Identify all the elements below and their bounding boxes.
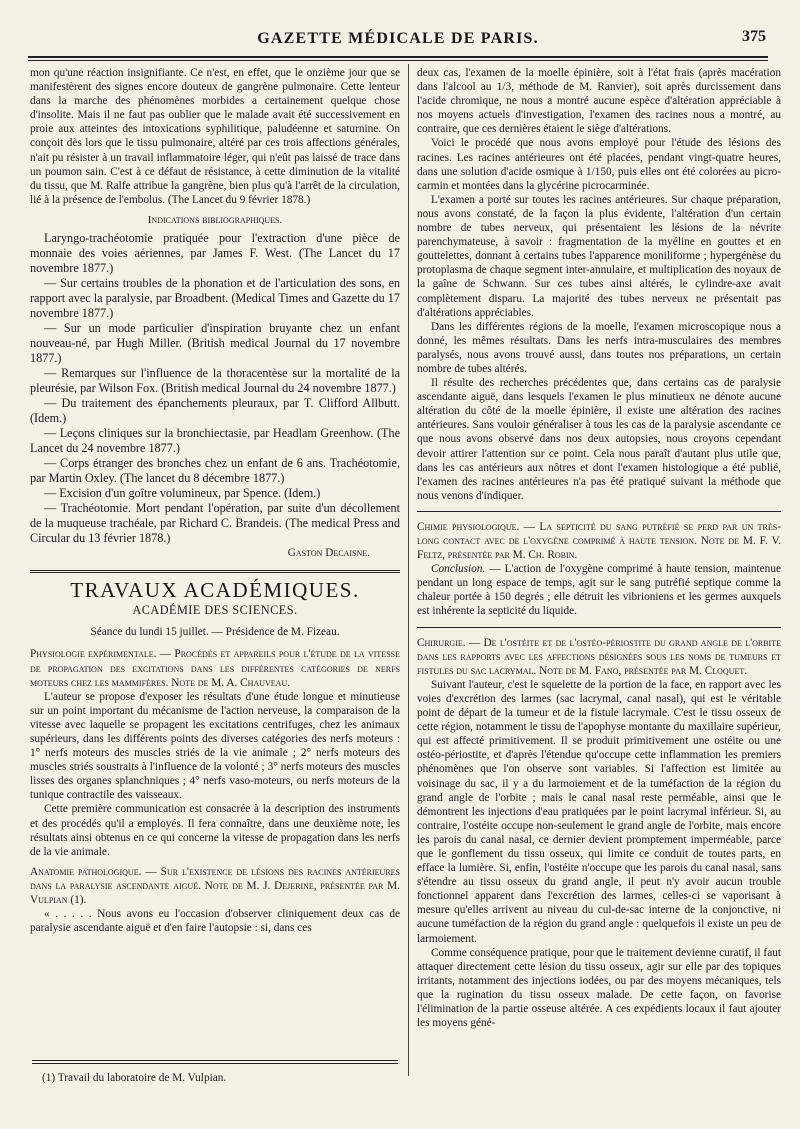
paragraph: L'auteur se propose d'exposer les résultats d'une étude longue et minutieuse sur un point important du mécanisme de l'action nerveuse, la comparaison de la vitesse avec laquelle se propagent les excitations centrifuges, chez les animaux supérieurs, dans les différents points des diverses catégories des nerfs moteurs : 1° nerfs moteurs des muscles striés de la vie animale ; 2° nerfs moteurs des muscles striés soustraits à l'influence de la volonté ; 3° nerfs moteurs des muscles lisses des organes splanchniques ; 4° nerfs vaso-moteurs, ou nerfs moteurs de la tunique contractile des vaisseaux. xyxy=(30,690,400,802)
bibliography-entry: — Trachéotomie. Mort pendant l'opération, par suite d'un décollement de la muqueuse trachéale, par Richard C. Brandeis. (The medical Press and Circular du 13 février 1878.) xyxy=(30,501,400,546)
paragraph: Il résulte des recherches précédentes que, dans certains cas de paralysie ascendante aiguë, dans lesquels l'examen le plus minutieux ne dénote aucune altération du côté de la moelle épinière, il existe une altération des racines antérieures. Sans vouloir généraliser à tous les cas de la paralysie ascendante ce que nous avons observé dans nos deux autopsies, nous croyons cependant devoir attirer l'attention sur ce point. Cela nous paraît d'autant plus utile que, dans les cas antérieurs aux nôtres et dont l'examen histologique a été publié, l'examen des racines antérieures n'a pas été pratiqué suivant la méthode que nous venons d'indiquer. xyxy=(417,377,781,502)
running-head xyxy=(30,28,766,48)
bibliography-entry: — Corps étranger des bronches chez un enfant de 6 ans. Trachéotomie, par Martin Oxley. (The lancet du 8 décembre 1877.) xyxy=(30,456,400,486)
paragraph: mon qu'une réaction insignifiante. Ce n'est, en effet, que le onzième jour que se manifestèrent des signes encore douteux de gangrène pulmonaire. Cette lenteur dans la marche des phénomènes morbides a certainement quelque chose d'insolite. Mais il ne faut pas oublier que le malade avait été successivement en proie aux atteintes des intoxications syphilitique, paludéenne et saturnine. On conçoit dès lors que le tissu pulmonaire, altéré par ces trois affections générales, n'ait pu résister à un travail inflammatoire léger, qui n'eût pas laissé de trace dans un poumon sain. C'est à ce défaut de résistance, à cette diminution de la vitalité du tissu, que M. Ralfe attribue la gangrène, bien plus qu'à l'arrêt de la circulation, lié à la présence de l'embolus. (The Lancet du 9 février 1878.) xyxy=(30,67,400,206)
bibliography-entry: — Sur un mode particulier d'inspiration bruyante chez un enfant nouveau-né, par Hugh Miller. (British medical Journal du 17 novembre 1877.) xyxy=(30,321,400,366)
paragraph: Suivant l'auteur, c'est le squelette de la portion de la face, en rapport avec les voies d'excrétion des larmes (sac lacrymal, canal nasal), qui est le véritable point de départ de la tumeur et de la fistule lacrymale. C'est le tissu osseux de cette région, notamment le tissu de l'apophyse montante du maxillaire supérieur, qui est affecté primitivement. Il se produit primitivement une ostéite ou une ostéo-périostite, et d'après l'étendue qu'occupe cette inflammation les premiers phénomènes que l'on observe sont variables. Si l'affection est limitée au voisinage du sac, il y a du larmoiement et de la tuméfaction de la région du grand angle de l'orbite ; mais le canal nasal reste perméable, ainsi que le démontrent les injections d'eau pratiquées par le point lacrymal inférieur. Si, au contraire, l'ostéite occupe non-seulement le grand angle de l'orbite, mais encore les parois du canal nasal, ce dernier devient promptement imperméable, parce que le gonflement du tissu osseux, qui limite ce conduit de toutes parts, en efface la lumière. Si, enfin, l'ostéite n'occupe que les parois du canal nasal, sans s'étendre au tissu osseux du grand angle, il peut n'y avoir aucun trouble fonctionnel apparent dans l'excrétion des larmes, celles-ci se vaporisant à mesure qu'elles arrivent au niveau du cul-de-sac interne de la conjonctive, ni aucune tuméfaction de la région du grand angle : quelquefois il existe un peu de larmoiement. xyxy=(417,678,781,945)
paragraph: L'examen a porté sur toutes les racines antérieures. Sur chaque préparation, nous avons constaté, de la façon la plus évidente, l'altération d'un certain nombre de tubes nerveux, qui présentaient les lésions de la névrite parenchymateuse, à savoir : fragmentation de la myéline en gouttes et en gouttelettes, donnant à certains tubes l'apparence moniliforme ; hypergénèse du protoplasma de chaque segment inter-annulaire, et multiplication des noyaux de la gaîne de Schwann. Sur ces tubes ainsi altérés, le cylindre-axe avait complètement disparu. La majorité des tubes nerveux ne présentait pas d'altérations appréciables. xyxy=(417,193,781,319)
bibliography-entry: — Sur certains troubles de la phonation et de l'articulation des sons, en rapport avec la paralysie, par Broadbent. (Medical Times and Gazette du 17 novembre 1877.) xyxy=(30,276,400,321)
academy-heading: ACADÉMIE DES SCIENCES. xyxy=(132,603,298,618)
article-heading: Chirurgie. — De l'ostéite et de l'ostéo-périostite du grand angle de l'orbite dans les rapports avec les affections désignées sous les noms de tumeurs et fistules du sac lacrymal. Note de M. Fano, présentée par M. Cloquet. xyxy=(417,636,781,677)
session-line: Séance du lundi 15 juillet. — Présidence de M. Fizeau. xyxy=(90,626,340,639)
header-rule xyxy=(28,56,768,58)
conclusion-label: Conclusion. xyxy=(431,563,486,576)
article-heading: Chimie physiologique. — La septicité du sang putréfié se perd par un très-long contact avec de l'oxygène comprimé à haute tension. Note de M. F. V. Feltz, présentée par M. Ch. Robin. xyxy=(417,520,781,562)
bibliography-entry: — Du traitement des épanchements pleuraux, par T. Clifford Allbutt. (Idem.) xyxy=(30,396,400,426)
bibliography-heading: Indications bibliographiques. xyxy=(147,213,283,226)
paragraph: « . . . . . Nous avons eu l'occasion d'observer cliniquement deux cas de paralysie ascendante aiguë et d'en faire l'autopsie : si, dans ces xyxy=(30,908,400,935)
paragraph: Dans les différentes régions de la moelle, l'examen microscopique nous a donné, les mêmes résultats. Dans les nerfs intra-musculaires des membres paralysés, nous avons trouvé aussi, dans toutes nos préparations, un certain nombre de tubes altérés. xyxy=(417,320,781,375)
paragraph xyxy=(417,562,781,618)
bibliography-list xyxy=(30,231,400,546)
left-column xyxy=(30,66,400,935)
right-column xyxy=(417,66,781,1030)
bibliography-entry: Laryngo-trachéotomie pratiquée pour l'extraction d'une pièce de monnaie des voies aériennes, par James F. West. (The Lancet du 17 novembre 1877.) xyxy=(30,231,400,276)
paragraph: Voici le procédé que nous avons employé pour l'étude des lésions des racines. Les racines antérieures ont été placées, pendant vingt-quatre heures, dans une solution d'acide osmique à 1/150, puis elles ont été colorées au picro-carmin et montées dans la glycérine picrocarminée. xyxy=(417,137,781,192)
section-title: TRAVAUX ACADÉMIQUES. xyxy=(70,578,360,603)
section-rule xyxy=(30,570,400,575)
footnote-rule-secondary xyxy=(32,1063,398,1064)
article-rule xyxy=(417,511,781,512)
article-rule xyxy=(417,627,781,628)
article-heading: Anatomie pathologique. — Sur l'existence de lésions des racines antérieures dans la paralysie ascendante aiguë. Note de M. J. Dejerine, présentée par M. Vulpian (1). xyxy=(30,865,400,906)
journal-title: GAZETTE MÉDICALE DE PARIS. xyxy=(257,30,539,47)
bibliography-entry: — Remarques sur l'influence de la thoracentèse sur la mortalité de la pleurésie, par Wilson Fox. (British medical Journal du 24 novembre 1877.) xyxy=(30,366,400,396)
column-divider xyxy=(408,64,409,1076)
conclusion-text: — L'action de l'oxygène comprimé à haute tension, maintenue pendant un long espace de temps, agit sur le sang putréfié septique comme la chaleur portée à 150 degrés ; elle détruit les vibrioniens et les germes auxquels est inhérente la septicité du liquide. xyxy=(417,563,781,618)
paragraph: Comme conséquence pratique, pour que le traitement devienne curatif, il faut attaquer directement cette lésion du tissu osseux, agir sur elle par des topiques irritants, notamment des injections iodées, ou par des moyens mécaniques, tels que la rugination du tissu osseux malade. De cette façon, on favorise l'élimination de la partie osseuse altérée. A ces expédients locaux il faut ajouter les moyens géné- xyxy=(417,946,781,1030)
header-rule-secondary xyxy=(28,60,768,61)
author-signature: Gaston Decaisne. xyxy=(287,547,370,560)
bibliography-entry: — Leçons cliniques sur la bronchiectasie, par Headlam Greenhow. (The Lancet du 24 novembre 1877.) xyxy=(30,426,400,456)
footnote-rule xyxy=(32,1060,398,1061)
paragraph: Cette première communication est consacrée à la description des instruments et des procédés qu'il a employés. Il fera connaître, dans une deuxième note, les résultats ainsi obtenus en ce qui concerne la vitesse de propagation dans les nerfs de la vie animale. xyxy=(30,803,400,858)
footnote: (1) Travail du laboratoire de M. Vulpian. xyxy=(42,1072,227,1084)
paragraph: deux cas, l'examen de la moelle épinière, soit à l'état frais (après macération dans l'alcool au 1/3, méthode de M. Ranvier), soit après durcissement dans l'acide chromique, ne nous a montré aucune espèce d'altération appréciable à nos moyens actuels d'investigation, l'examen des racines nous a montré, au contraire, que ces dernières étaient le siège d'altérations. xyxy=(417,67,781,136)
page-number: 375 xyxy=(742,28,766,45)
article-heading: Physiologie expérimentale. — Procédés et appareils pour l'étude de la vitesse de propagation des excitations dans les différentes catégories de nerfs moteurs chez les mammifères. Note de M. A. Chauveau. xyxy=(30,648,400,689)
bibliography-entry: — Excision d'un goître volumineux, par Spence. (Idem.) xyxy=(44,486,321,501)
